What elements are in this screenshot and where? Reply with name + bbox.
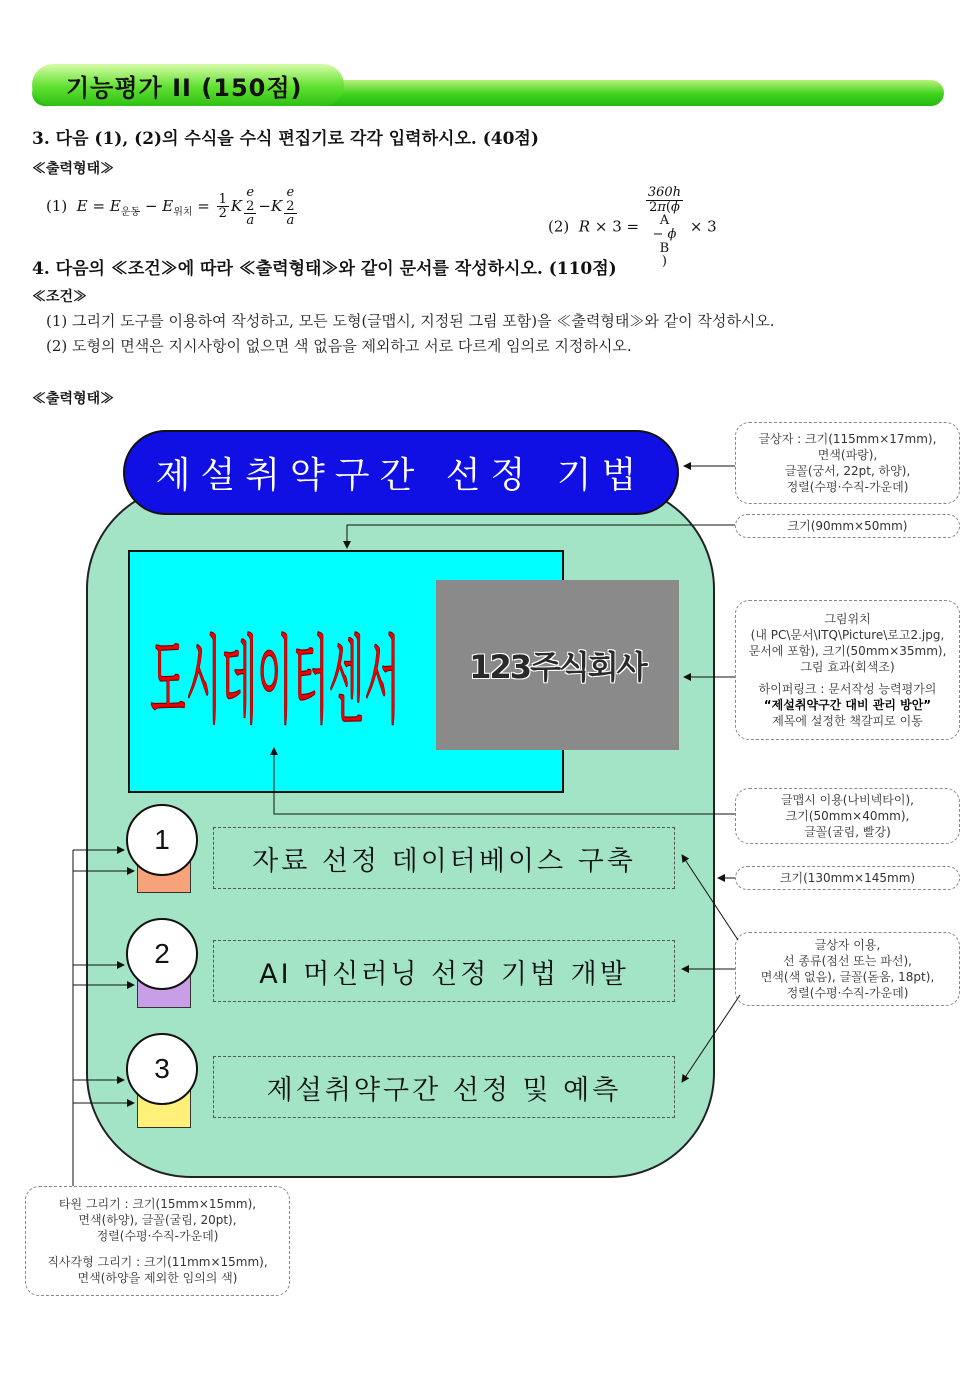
note-wordart: 글맵시 이용(나비넥타이), 크기(50mm×40mm), 글꼴(굴림, 빨강): [735, 788, 960, 844]
note-size-cyan: 크기(90mm×50mm): [735, 514, 960, 538]
question3-title: 3. 다음 (1), (2)의 수식을 수식 편집기로 각각 입력하시오. (40점): [32, 129, 539, 149]
logo-text: 123주식회사: [469, 648, 646, 686]
step-2-textbox: AI 머신러닝 선정 기법 개발: [213, 940, 675, 1002]
wordart-text: 도시데이터센서: [150, 624, 400, 737]
step-1-textbox: 자료 선정 데이터베이스 구축: [213, 827, 675, 889]
formula-1: (1) $E = E_{운동} - E_{위치}$ = $\frac{1}{2}$ K e 2 a −K e 2 a: [46, 185, 295, 229]
step-2-circle: 2: [126, 918, 198, 990]
question4-title: 4. 다음의 ≪조건≫에 따라 ≪출력형태≫와 같이 문서를 작성하시오. (110점): [32, 259, 617, 279]
note-ellipse-rect: 타원 그리기 : 크기(15mm×15mm), 면색(하양), 글꼴(굴림, 20pt), 정렬(수평·수직-가운데) 직사각형 그리기 : 크기(11mm×15mm), 면색(하양을 제외한 임의의 색): [25, 1186, 290, 1296]
note-size-outer: 크기(130mm×145mm): [735, 866, 960, 890]
question4-output-label: ≪출력형태≫: [32, 391, 115, 407]
step-1-circle: 1: [126, 804, 198, 876]
note-title-box: 글상자 : 크기(115mm×17mm), 면색(파랑), 글꼴(궁서, 22pt, 하양), 정렬(수평·수직-가운데): [735, 422, 960, 504]
condition-label: ≪조건≫: [32, 289, 88, 305]
note-textbox: 글상자 이용, 선 종류(점선 또는 파선), 면색(색 없음), 글꼴(돋움, 18pt), 정렬(수평·수직-가운데): [735, 932, 960, 1006]
step-3-textbox: 제설취약구간 선정 및 예측: [213, 1056, 675, 1118]
section-title: 기능평가 II (150점): [66, 74, 303, 102]
step-3-circle: 3: [126, 1033, 198, 1105]
formula-2: (2) R × 3 = 360h 2π(ϕ A − ϕ B ) × 3: [548, 185, 717, 270]
question3-output-label: ≪출력형태≫: [32, 161, 115, 177]
condition-1: (1) 그리기 도구를 이용하여 작성하고, 모든 도형(글맵시, 지정된 그림 포함)을 ≪출력형태≫와 같이 작성하시오.: [46, 312, 775, 330]
condition-2: (2) 도형의 면색은 지시사항이 없으면 색 없음을 제외하고 서로 다르게 임의로 지정하시오.: [46, 337, 632, 355]
note-picture: 그림위치 (내 PC\문서\ITQ\Picture\로고2.jpg, 문서에 포함), 크기(50mm×35mm), 그림 효과(회색조) 하이퍼링크 : 문서작성 능력평가의 “제설취약구간 대비 관리 방안” 제목에 설정한 책갈피로 이동: [735, 600, 960, 740]
diagram-title: 제설취약구간 선정 기법: [155, 455, 647, 496]
